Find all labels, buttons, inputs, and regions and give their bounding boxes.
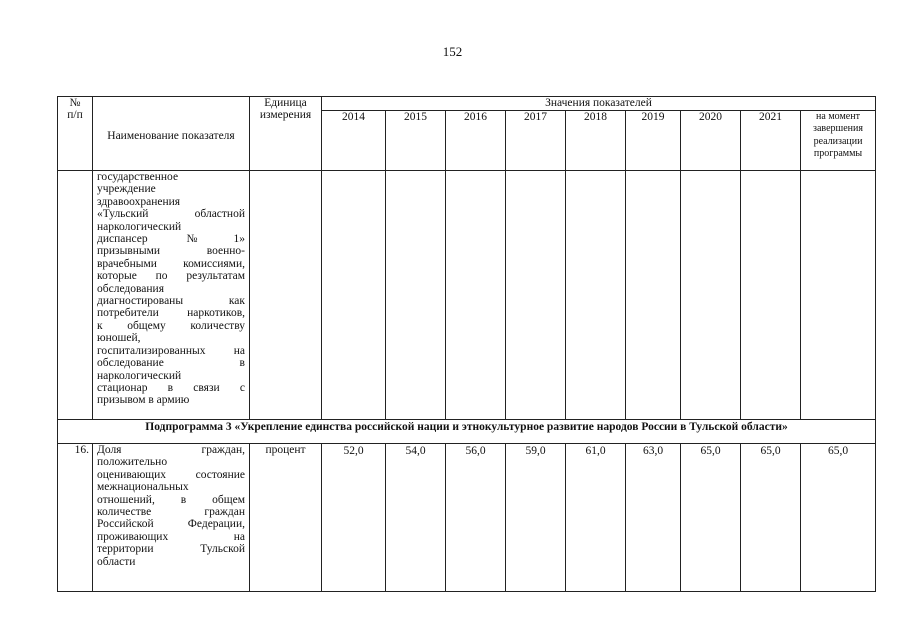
header-num-cell (58, 97, 93, 171)
continued-name-line: юношей, (97, 332, 141, 345)
row16-name-line: Доля граждан, (97, 444, 245, 456)
header-year-2017: 2017 (506, 111, 566, 171)
continued-name-cell (93, 171, 250, 420)
header-num-line2: п/п (67, 109, 83, 122)
header-final-line4: программы (813, 148, 863, 160)
continued-name-line: врачебными комиссиями, (97, 257, 245, 270)
header-name-cell (93, 97, 250, 171)
table-row (58, 444, 876, 592)
row16-value-2014: 52,0 (322, 444, 386, 592)
table-row-continued (58, 171, 876, 420)
row16-value-2019: 63,0 (626, 444, 681, 592)
continued-name-line: потребители наркотиков, (97, 307, 245, 320)
header-year-2018: 2018 (566, 111, 626, 171)
continued-name-line: «Тульский областной (97, 208, 245, 221)
row16-name-line: количестве граждан (97, 506, 245, 519)
continued-final-cell (801, 171, 876, 420)
header-unit-line2: измерения (259, 109, 312, 122)
subprogram-row (58, 420, 876, 444)
header-year-2020: 2020 (681, 111, 741, 171)
continued-value-cell (386, 171, 446, 420)
row16-unit: процент (250, 444, 322, 592)
continued-name-line: стационар в связи с (97, 381, 245, 394)
continued-value-cell (681, 171, 741, 420)
continued-value-cell (741, 171, 801, 420)
header-final-cell (801, 111, 876, 171)
continued-name-line: к общему количеству (97, 319, 245, 332)
row16-value-2018: 61,0 (566, 444, 626, 592)
continued-name-line: призывными военно- (97, 245, 245, 258)
header-num-line1: № (69, 97, 81, 109)
row16-name-line: межнациональных (97, 481, 189, 494)
header-name-label: Наименование показателя (107, 130, 235, 143)
row16-value-2017: 59,0 (506, 444, 566, 592)
header-year-2019: 2019 (626, 111, 681, 171)
row16-value-2020: 65,0 (681, 444, 741, 592)
row16-num: 16. (58, 444, 93, 592)
header-year-2015: 2015 (386, 111, 446, 171)
header-row-1 (58, 97, 876, 111)
continued-value-cell (626, 171, 681, 420)
continued-name-line: учреждение (97, 183, 156, 196)
indicators-table (57, 96, 876, 592)
continued-name-line: обследование в (97, 357, 245, 370)
header-final-line1: на момент (816, 111, 860, 122)
header-unit-cell (250, 97, 322, 171)
continued-num-cell (58, 171, 93, 420)
header-year-2016: 2016 (446, 111, 506, 171)
continued-value-cell (322, 171, 386, 420)
row16-value-2015: 54,0 (386, 444, 446, 592)
continued-name-line: диагностированы как (97, 295, 245, 308)
continued-name-line: которые по результатам (97, 270, 245, 283)
row16-name-line: оценивающих состояние (97, 468, 245, 481)
continued-name-line: призывом в армию (97, 394, 190, 407)
continued-value-cell (506, 171, 566, 420)
row16-name-line: положительно (97, 456, 168, 469)
page-number: 152 (442, 44, 463, 59)
header-values-group (322, 97, 876, 111)
row16-value-2016: 56,0 (446, 444, 506, 592)
header-year-2014: 2014 (322, 111, 386, 171)
header-final-line2: завершения (813, 123, 863, 135)
header-year-2021: 2021 (741, 111, 801, 171)
continued-name-line: наркологический (97, 220, 182, 233)
header-values-label: Значения показателей (545, 97, 652, 109)
row16-name-line: территории Тульской (97, 543, 245, 556)
continued-unit-cell (250, 171, 322, 420)
row16-value-final: 65,0 (801, 444, 876, 592)
header-final-line3: реализации (813, 135, 863, 147)
continued-name-line: здравоохранения (97, 195, 181, 208)
continued-name-line: государственное (97, 171, 179, 183)
row16-name-line: отношений, в общем (97, 493, 245, 506)
continued-value-cell (446, 171, 506, 420)
continued-value-cell (566, 171, 626, 420)
continued-name-line: госпитализированных на (97, 344, 245, 357)
continued-name-line: наркологический (97, 369, 182, 382)
subprogram-title: Подпрограмма 3 «Укрепление единства российской нации и этнокультурное развитие народов России в Тульской области» (58, 420, 876, 444)
row16-value-2021: 65,0 (741, 444, 801, 592)
continued-name-line: диспансер №1» (97, 233, 245, 246)
row16-name-line: области (97, 555, 136, 568)
continued-name-line: обследования (97, 282, 164, 295)
row16-name-line: проживающих на (97, 530, 245, 543)
row16-name-cell (93, 444, 250, 592)
header-unit-line1: Единица (264, 97, 307, 109)
row16-name-line: Российской Федерации, (97, 518, 245, 531)
